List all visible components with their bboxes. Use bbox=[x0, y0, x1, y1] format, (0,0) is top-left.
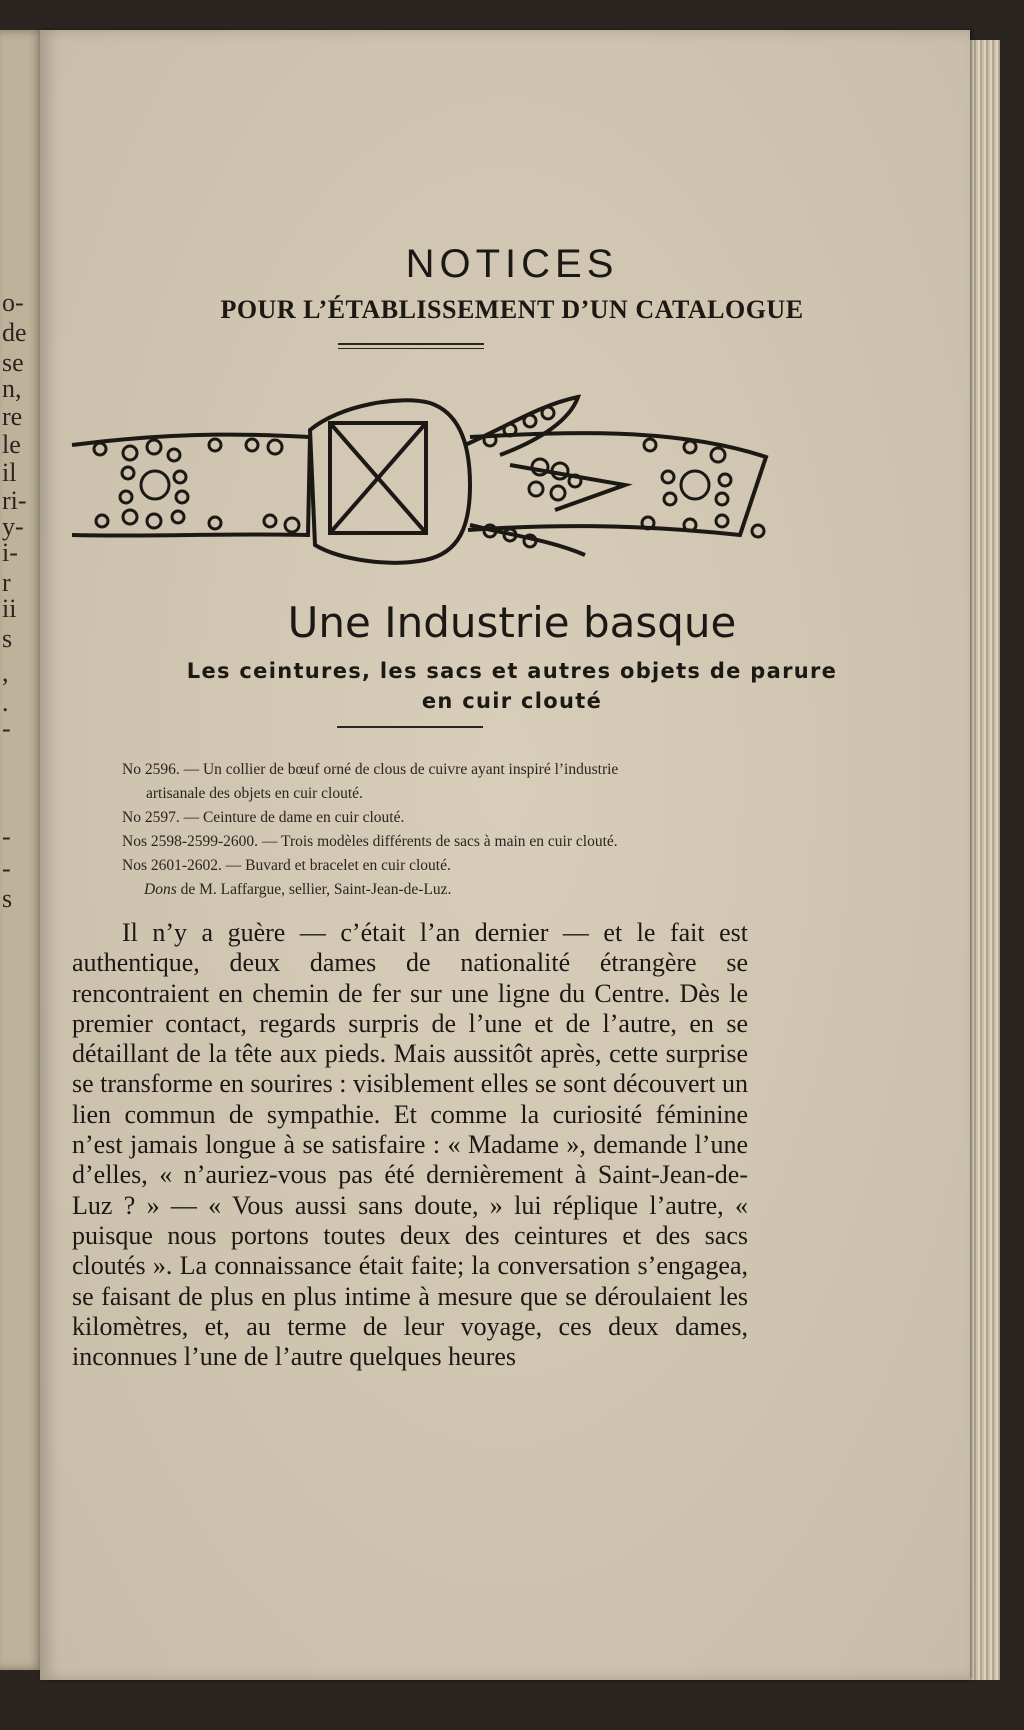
left-page-fragment: de bbox=[2, 318, 27, 347]
notice-text: — Un collier de bœuf orné de clous de cuivre ayant inspiré l’industrie bbox=[183, 761, 619, 778]
notice-number: No 2596. bbox=[122, 761, 180, 778]
notice-item bbox=[122, 830, 762, 854]
page-subheading: POUR L’ÉTABLISSEMENT D’UN CATALOGUE bbox=[220, 295, 804, 324]
left-page-fragment: o- bbox=[2, 288, 24, 317]
left-page-fragment: il bbox=[2, 458, 17, 487]
notice-number: Nos 2601-2602. bbox=[122, 857, 222, 874]
left-page-fragment: s bbox=[2, 624, 13, 653]
article-body: Il n’y a guère — c’était l’an dernier — et le fait est authentique, deux dames de nationalité étrangère se rencontraient en chemin de fer sur une ligne du Centre. Dès le premier contact, regards surpris de l’une et de l’autre, en se détaillant de la tête aux pieds. Mais aussitôt après, cette surprise se transforme en sourires : visiblement elles se sont découvert un lien commun de sympathie. Et comme la curiosité féminine n’est jamais longue à se satisfaire : « Madame », demande l’une d’elles, « n’auriez-vous pas été dernièrement à Saint-Jean-de-Luz ? » — « Vous aussi sans doute, » lui réplique l’autre, « puisque nous portons toutes deux des ceintures et des sacs cloutés ». La connaissance était faite; la conversation s’engagea, se faisant de plus en plus intime à mesure que se déroulaient les kilomètres, et, au terme de leur voyage, ces deux dames, inconnues l’une de l’autre quelques heures bbox=[72, 918, 748, 1372]
heading-rule bbox=[338, 343, 484, 345]
notice-text: — Buvard et bracelet en cuir clouté. bbox=[225, 857, 451, 874]
article-title: Une Industrie basque bbox=[287, 598, 737, 647]
left-page-fragment: se bbox=[2, 348, 24, 377]
credit-text: de M. Laffargue, sellier, Saint-Jean-de-Luz. bbox=[176, 881, 452, 898]
left-page-fragment: - bbox=[2, 854, 11, 883]
left-page-fragment: - bbox=[2, 714, 11, 743]
left-page-fragment: - bbox=[2, 822, 11, 851]
notice-item bbox=[122, 854, 762, 878]
article-subtitle-line-2: en cuir clouté bbox=[421, 689, 603, 713]
left-page-fragment: ii bbox=[2, 594, 17, 623]
left-page-fragment: r bbox=[2, 568, 11, 597]
notice-item bbox=[122, 758, 762, 806]
heading-rule-2 bbox=[338, 348, 484, 349]
credit-prefix: Dons bbox=[144, 881, 177, 898]
notice-continuation: artisanale des objets en cuir clouté. bbox=[146, 785, 363, 802]
left-page-fragment: y- bbox=[2, 512, 24, 541]
notice-number: No 2597. bbox=[122, 809, 180, 826]
studded-belt-illustration bbox=[70, 385, 770, 570]
notice-list bbox=[122, 758, 762, 902]
left-page-fragment: le bbox=[2, 430, 21, 459]
left-page-fragment: n, bbox=[2, 374, 22, 403]
notice-text: — Ceinture de dame en cuir clouté. bbox=[183, 809, 405, 826]
article-subtitle bbox=[0, 656, 1024, 716]
left-page-fragment: s bbox=[2, 884, 13, 913]
page-heading: NOTICES bbox=[405, 242, 619, 286]
notice-number: Nos 2598-2599-2600. bbox=[122, 833, 259, 850]
left-page-fragment: ri- bbox=[2, 486, 27, 515]
donation-credit bbox=[144, 878, 762, 902]
title-rule bbox=[337, 726, 483, 728]
left-page-fragment: . bbox=[2, 688, 9, 717]
left-page-fragment: , bbox=[2, 658, 9, 687]
article-subtitle-line-1: Les ceintures, les sacs et autres objets de parure bbox=[186, 659, 838, 683]
notice-item bbox=[122, 806, 762, 830]
notice-text: — Trois modèles différents de sacs à main en cuir clouté. bbox=[261, 833, 618, 850]
left-page-fragment: i- bbox=[2, 538, 18, 567]
left-page-fragment: re bbox=[2, 402, 23, 431]
